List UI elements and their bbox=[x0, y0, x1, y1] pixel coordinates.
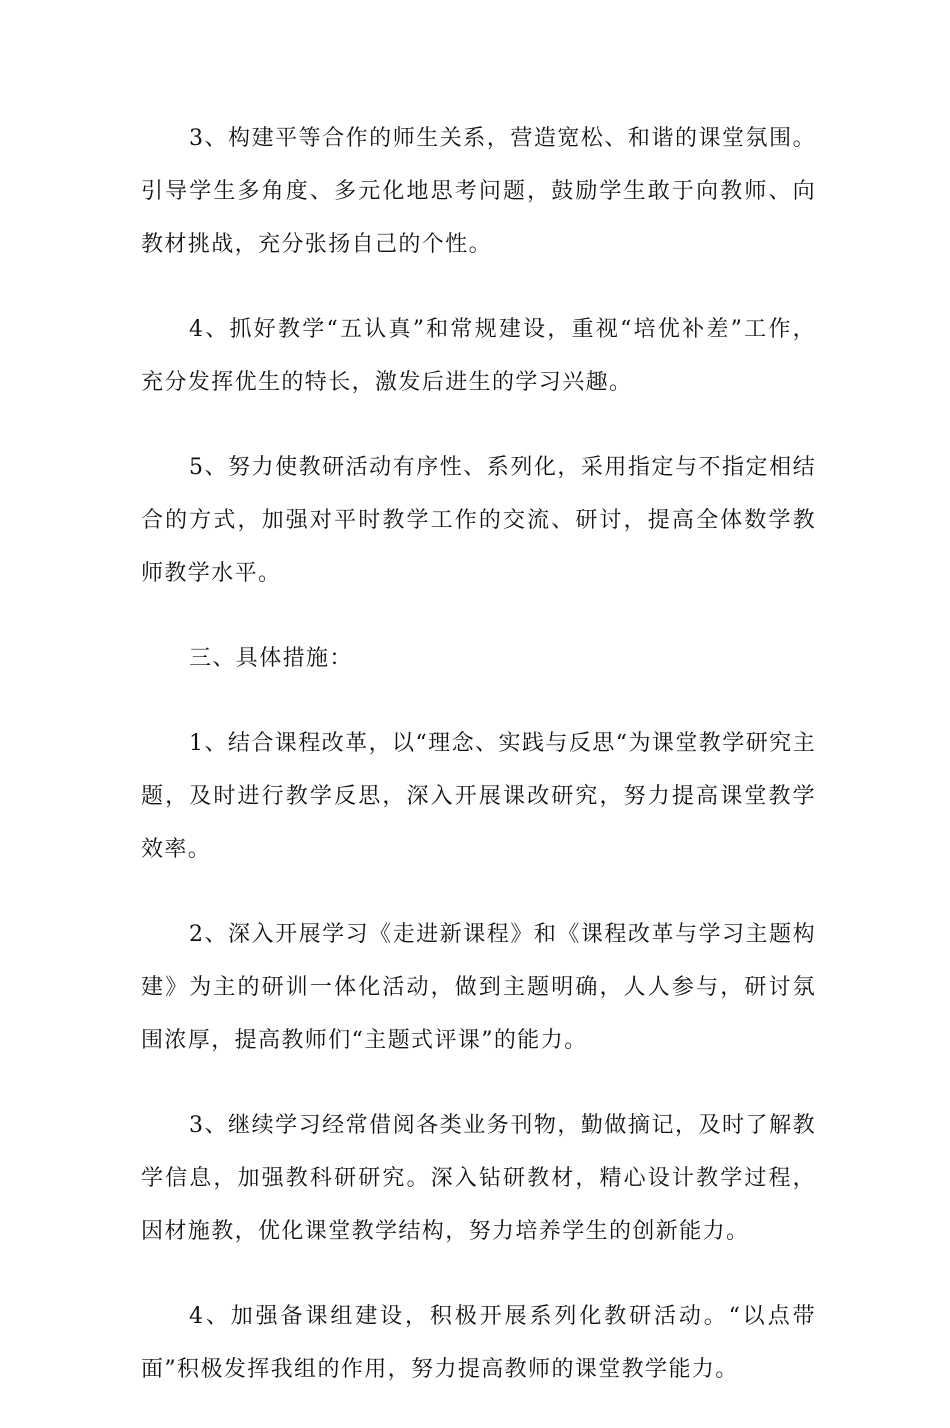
paragraph-goal-5: 5、努力使教研活动有序性、系列化，采用指定与不指定相结合的方式，加强对平时教学工作的交流、研讨，提高全体数学教师教学水平。 bbox=[141, 455, 816, 586]
paragraph-goal-4: 4、抓好教学“五认真”和常规建设，重视“培优补差”工作，充分发挥优生的特长，激发后进生的学习兴趣。 bbox=[141, 317, 816, 395]
paragraph-measure-4: 4、加强备课组建设，积极开展系列化教研活动。“以点带面”积极发挥我组的作用，努力提高教师的课堂教学能力。 bbox=[141, 1304, 816, 1382]
paragraph-measure-2: 2、深入开展学习《走进新课程》和《课程改革与学习主题构建》为主的研训一体化活动，做到主题明确，人人参与，研讨氛围浓厚，提高教师们“主题式评课”的能力。 bbox=[141, 922, 816, 1053]
paragraph-measure-3: 3、继续学习经常借阅各类业务刊物，勤做摘记，及时了解教学信息，加强教科研研究。深入钻研教材，精心设计教学过程，因材施教，优化课堂教学结构，努力培养学生的创新能力。 bbox=[141, 1113, 816, 1244]
document-page bbox=[141, 112, 816, 1428]
section-heading: 三、具体措施： bbox=[189, 646, 353, 671]
paragraph-goal-3: 3、构建平等合作的师生关系，营造宽松、和谐的课堂氛围。引导学生多角度、多元化地思考问题，鼓励学生敢于向教师、向教材挑战，充分张扬自己的个性。 bbox=[141, 126, 816, 257]
paragraph-measure-1: 1、结合课程改革，以“理念、实践与反思“为课堂教学研究主题，及时进行教学反思，深入开展课改研究，努力提高课堂教学效率。 bbox=[141, 731, 816, 862]
